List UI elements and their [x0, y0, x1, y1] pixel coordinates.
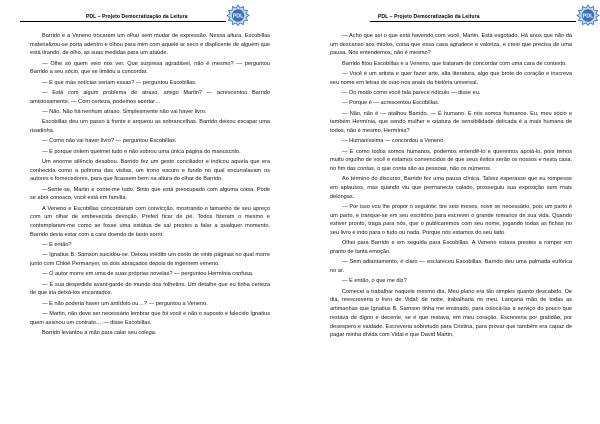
paragraph: — Olhe só quem veio nos ver. Que surpresa agradável, não é mesmo? — perguntou Barrido a seu sócio, que se limitou a concordar. — [30, 60, 270, 76]
paragraph: — Martin, não deve ser necessário lembrar que foi você e não o suposto e falecido Ignatius quem assinou um contrato… — disse Escobillas. — [30, 310, 270, 326]
paragraph: — E então? — [42, 242, 72, 248]
pdl-logo-icon — [576, 4, 600, 26]
left-page-text — [30, 32, 270, 339]
paragraph: — Do modo como você fala parece ridículo — disse eu. — [342, 90, 481, 96]
left-header-title: PDL – Projeto Democratização da Leitura — [86, 14, 188, 20]
paragraph: — E não poderia haver um antídoto ou…? — perguntou a Veneno. — [42, 300, 208, 307]
paragraph: — Acho que sei o que está havendo com você, Martin. Está esgotado. Há anos que não dá um descanso aos miolos, coisa que essa casa agradece e valoriza, e creio que precisa de uma pausa. Nós entendemos, não é mesmo? — [330, 33, 572, 57]
paragraph: — Como não vai haver livro? — perguntou Escobillas. — [42, 138, 177, 145]
left-header-rule — [20, 21, 226, 22]
right-header-rule — [370, 21, 576, 22]
paragraph: — É sua despedida avant-garde do mundo dos folhetins. Um detalhe que eu tinha certeza de que iria deixá-los encantados. — [30, 281, 270, 297]
paragraph: — Você é um artista e quer fazer arte, alta literatura, algo que brote do coração e inscreva seu nome em letras de ouro nos anais da história universal. — [330, 71, 572, 86]
paragraph: Olhei para Barrido e em seguida para Escobillas. A Veneno estava prestes a romper em pranto de tanta emoção. — [330, 240, 572, 256]
paragraph: — Por isso vou lhe propor o seguinte: tire seis meses, nove se necessário, pois um parto é um parto, e tranque-se em seu escritório para escrever o grande romance de sua vida. Quando estiver pronto, traga para nós, que o publicaremos com seu nome, jogando todas as fichas no seu livro e indo para o tudo ou nada. Porque nós estamos do seu lado. — [330, 204, 572, 237]
right-page-text — [330, 32, 572, 342]
paragraph: —Sente-se, Martin e conte-me tudo. Sinto que está preocupado com alguma coisa. Pode se abrir conosco, você está em família. — [30, 186, 270, 202]
paragraph: Escobillas deu um passo à frente e arqueou as sobrancelhas. Barrido deixou escapar uma risadinha. — [30, 119, 270, 134]
right-page — [300, 0, 600, 424]
paragraph: — E então, o que me diz? — [342, 278, 407, 285]
paragraph: A Veneno e Escobillas concordaram com convicção, mostrando o tamanho de seu apreço com um olhar de embevecida devoção. Preferi ficar de pé. Todos fizeram o mesmo e contemplaram-me como se fosse uma estátua de sal prestes a falar a qualquer momento. Barrido devia estar com a cara doendo de tanto sorrir. — [30, 205, 270, 238]
paragraph: — O autor morre em uma de suas próprias novelas? — perguntou Hermínia confusa. — [42, 271, 254, 278]
pdl-logo-icon — [226, 4, 250, 26]
paragraph: — E como todos somos humanos, podemos entendê-lo e queremos apoiá-lo, pois temos muito orgulho de você e estamos convencidos de que seus êxitos serão os nossos e nesta casa, no fim das contas, o que conta são as pessoas, não os números. — [330, 148, 572, 172]
paragraph: Comecei a trabalhar naquele mesmo dia. Meu plano era tão simples quanto descabido. De dia, reescreveria o livro de Vidal; de noite, trabalharia no meu. Lançaria mão de todas as artimanhas que Ignatius B. Samson tinha me ensinado, para colocá-las a serviço do pouco que restava de digno e decente, se é que restava, em meu coração. Escreveria por gratidão, por desespero e vaidade. Escreveria sobretudo para Cristina, para provar que também era capaz de pagar minha dívida com Vidal e que David Martin, — [330, 288, 572, 339]
svg-text:PDL: PDL — [582, 13, 594, 20]
right-header-title: PDL – Projeto Democratização da Leitura — [378, 14, 480, 20]
paragraph: — É porque ontem queimei tudo e não sobrou uma única página do manuscrito. — [42, 148, 241, 155]
paragraph: — Está com algum problema de atraso, amigo Martin? — acrescentou Barrido amistosamente. — Com certeza, podemos acertar… — [30, 90, 270, 105]
paragraph: — Porque é — acrescentou Escobillas. — [342, 100, 440, 107]
paragraph: — E que más notícias seriam essas? — perguntou Escobillas. — [42, 79, 197, 86]
svg-text:PDL: PDL — [232, 13, 244, 20]
paragraph: Barrido e a Veneno trocaram um olhar sem mudar de expressão. Nessa altura, Escobillas materializou-se porta adentro e olhou para mim com aquele ar seco e displicente de alguém que está tirando, de olho, as suas medidas para um ataúde. — [30, 33, 270, 57]
paragraph: — Ignatius B. Samson suicidou-se. Deixou inédito um conto de vinte páginas no qual morre junto com Chloé Permanyer, os dois abraçados depois de ingerirem veneno. — [30, 252, 270, 267]
paragraph: Ao término do discurso, Barrido fez uma pausa clínica. Talvez esperasse que eu rompesse em aplausos, mas quando viu que permanecia calado, prosseguiu sua exposição sem mais delongas. — [330, 176, 572, 200]
paragraph: — Humaníssima — concordou a Veneno. — [342, 138, 445, 145]
paragraph: Barrido levantou a mão para calar seu colega. — [42, 329, 157, 336]
paragraph: — Não. Não há nenhum atraso. Simplesmente não vai haver livro. — [42, 109, 207, 115]
paragraph: — Sem adiantamento, é claro — esclareceu Escobillas. Barrido deu uma palmada eufórica no ar. — [330, 259, 572, 275]
paragraph: — Não, não é — atalhou Barrido. — É humano. E nós somos humanos. Eu, meu sócio e também Hermínia, que sendo mulher e criatura de sensibilidade delicada é a mais humana de todos, não é mesmo, Hermínia? — [330, 110, 572, 134]
paragraph: Um enorme silêncio desabou. Barrido fez um gesto conciliador e indicou aquela que era conhecida como a poltrona das visitas, um trono escuro e fundo no qual encurralavam os autores e fornecedores, para que ficassem bem na altura do olhar de Barrido. — [30, 158, 270, 183]
paragraph: Barrido fitou Escobillas e a Veneno, que trataram de concordar com uma cara de contexto. — [342, 60, 567, 67]
